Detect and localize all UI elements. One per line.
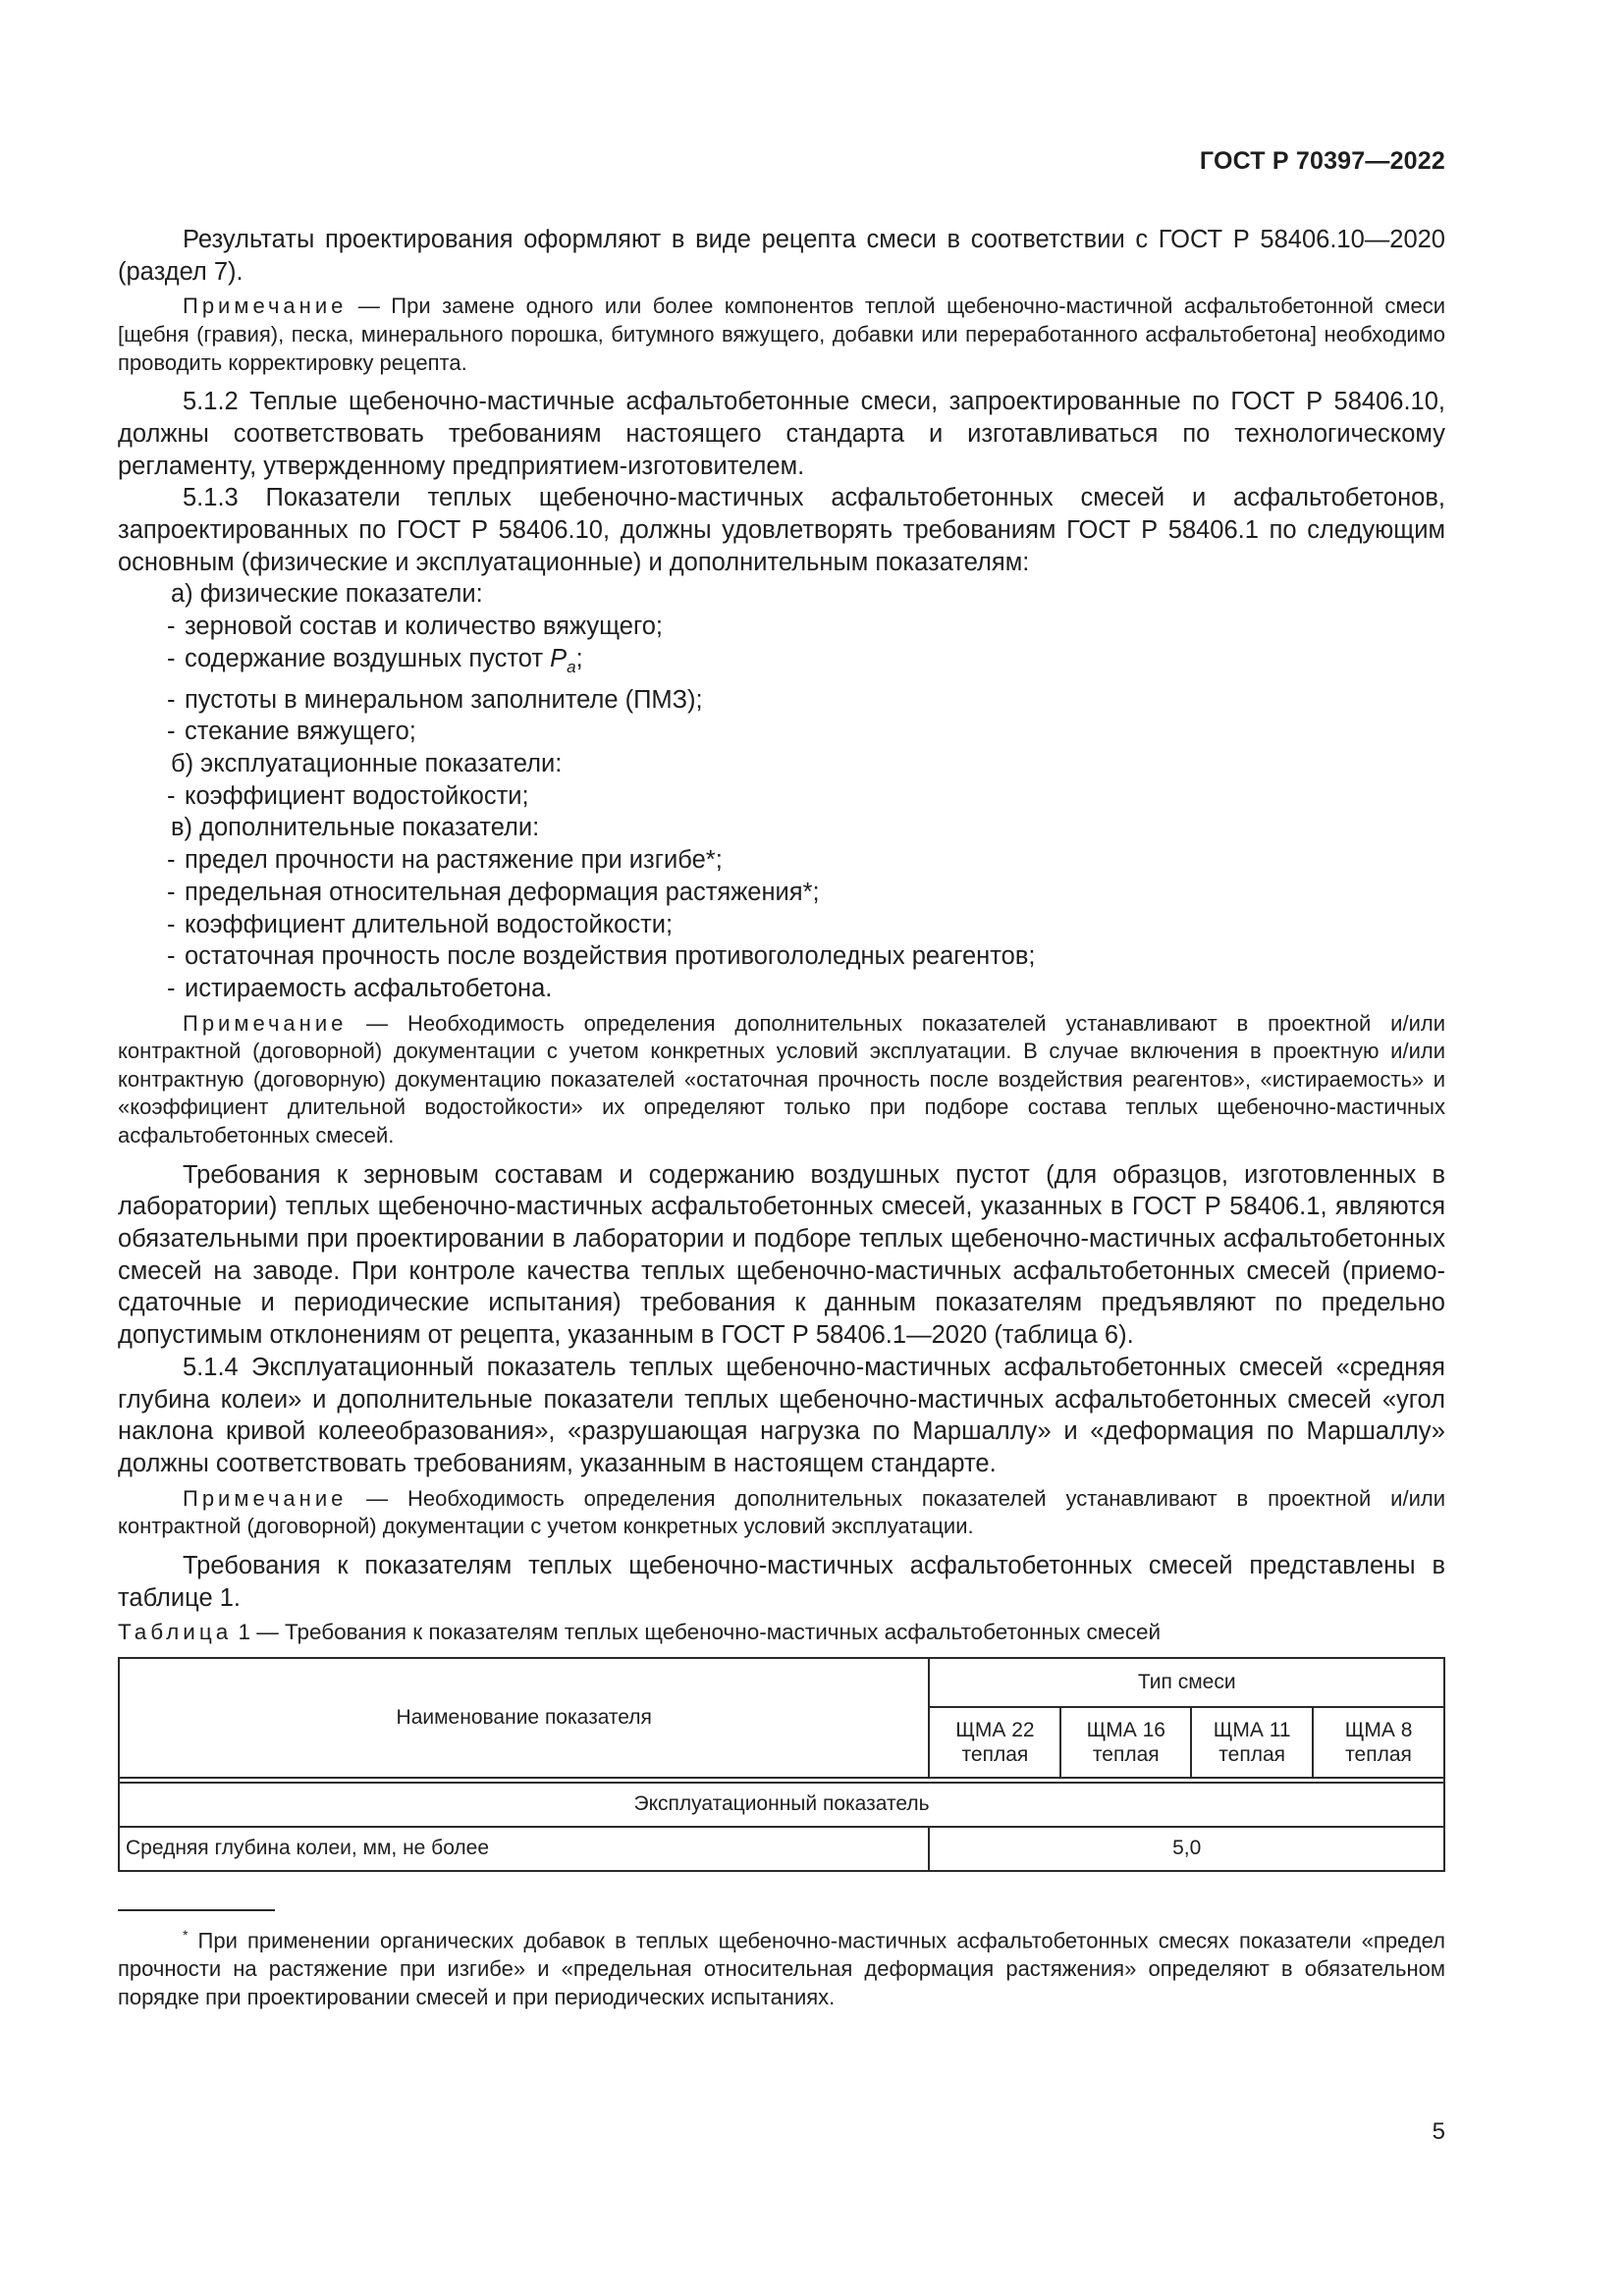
paragraph-5-1-3: 5.1.3 Показатели теплых щебеночно-мастичных асфальтобетонных смесей и асфальтобетонов, запроектированных по ГОСТ Р 58406.10, должны удовлетворять требованиям ГОСТ Р 58406.1 по следующим основным (физические и эксплуатационные) и дополнительным показателям: bbox=[118, 484, 1445, 576]
table-row bbox=[119, 1827, 1444, 1871]
note-label: Примечание bbox=[183, 1010, 348, 1036]
note-conditions bbox=[118, 1485, 1445, 1541]
list-item: а) физические показатели: bbox=[171, 580, 483, 609]
paragraph-5-1-2: 5.1.2 Теплые щебеночно-мастичные асфальтобетонные смеси, запроектированные по ГОСТ Р 58406.10, должны соответствовать требованиям настоящего стандарта и изготавливаться по технологическому регламенту, утвержденному предприятием-изготовителем. bbox=[118, 388, 1445, 480]
list-item: б) эксплуатационные показатели: bbox=[171, 750, 563, 778]
list-item: - коэффициент водостойкости; bbox=[118, 780, 1445, 813]
mix-type-header bbox=[1191, 1707, 1313, 1778]
table-caption bbox=[118, 1618, 1445, 1647]
list-item: - пустоты в минеральном заполнителе (ПМЗ); bbox=[118, 684, 1445, 717]
mix-type-sub: теплая bbox=[1345, 1743, 1412, 1767]
list-item: - коэффициент длительной водостойкости; bbox=[118, 909, 1445, 941]
mix-type-header bbox=[1060, 1707, 1191, 1778]
table-section-row bbox=[119, 1783, 1444, 1827]
list-item: - стекание вяжущего; bbox=[118, 716, 1445, 748]
list-item: - предел прочности на растяжение при изгибе*; bbox=[118, 844, 1445, 877]
mix-type-header bbox=[1313, 1707, 1444, 1778]
note-text: — Необходимость определения дополнительных показателей устанавливают в проектной и/или контрактной (договорной) документации с учетом конкретных условий эксплуатации. В случае включения в проектную и/или контрактную (договорную) документацию показателей «остаточная прочность после воздействия реагентов», «истираемость» и «коэффициент длительной водостойкости» их определяют только при подборе состава теплых щебеночно-мастичных асфальтобетонных смесей. bbox=[118, 1010, 1445, 1148]
column-header-mix-type: Тип смеси bbox=[929, 1658, 1444, 1707]
section-title: Эксплуатационный показатель bbox=[119, 1783, 1444, 1827]
note-additional-indicators bbox=[118, 1010, 1445, 1150]
footnote-text: При применении органических добавок в теплых щебеночно-мастичных асфальтобетонных смесях показатели «предел прочности на растяжение при изгибе» и «предельная относительная деформация растяжения» определяют в обязательном порядке при проектировании смесей и при периодических испытаниях. bbox=[118, 1928, 1445, 2010]
indicator-value: 5,0 bbox=[929, 1827, 1444, 1871]
table-caption-label: Таблица bbox=[118, 1620, 233, 1645]
paragraph-5-1-4: 5.1.4 Эксплуатационный показатель теплых щебеночно-мастичных асфальтобетонных смесей «средняя глубина колеи» и дополнительные показатели теплых щебеночно-мастичных асфальтобетонных смесей «угол наклона кривой колееобразования», «разрушающая нагрузка по Маршаллу» и «деформация по Маршаллу» должны соответствовать требованиям, указанным в настоящем стандарте. bbox=[118, 1353, 1445, 1477]
mix-type-sub: теплая bbox=[961, 1743, 1029, 1767]
list-item: - остаточная прочность после воздействия противогололедных реагентов; bbox=[118, 940, 1445, 973]
mix-type-header bbox=[929, 1707, 1060, 1778]
note-label: Примечание bbox=[183, 294, 348, 319]
list-item-air-voids bbox=[118, 643, 1445, 684]
mix-type-name: ЩМА 8 bbox=[1344, 1719, 1413, 1742]
air-voids-symbol: P bbox=[550, 644, 568, 672]
body-text bbox=[118, 224, 1445, 2012]
footnote bbox=[118, 1921, 1445, 2012]
requirements-table bbox=[118, 1657, 1445, 1872]
footnote-mark: * bbox=[183, 1927, 189, 1944]
list-item: - предельная относительная деформация растяжения*; bbox=[118, 877, 1445, 909]
mix-type-name: ЩМА 22 bbox=[955, 1719, 1035, 1742]
footnote-divider bbox=[118, 1909, 275, 1911]
list-item-text: содержание воздушных пустот bbox=[185, 644, 551, 672]
indicators-list bbox=[118, 578, 1445, 1004]
column-header-name: Наименование показателя bbox=[119, 1658, 929, 1778]
list-item-suffix: ; bbox=[575, 644, 583, 672]
document-id-header: ГОСТ Р 70397—2022 bbox=[1199, 147, 1445, 175]
mix-type-sub: теплая bbox=[1092, 1743, 1160, 1767]
note-recipe-correction bbox=[118, 293, 1445, 377]
indicator-name: Средняя глубина колеи, мм, не более bbox=[119, 1827, 929, 1871]
note-label: Примечание bbox=[183, 1485, 348, 1511]
paragraph-design-results: Результаты проектирования оформляют в виде рецепта смеси в соответствии с ГОСТ Р 58406.10—2020 (раздел 7). bbox=[118, 226, 1445, 286]
mix-type-name: ЩМА 11 bbox=[1213, 1719, 1291, 1742]
note-text: — Необходимость определения дополнительных показателей устанавливают в проектной и/или контрактной (договорной) документации с учетом конкретных условий эксплуатации. bbox=[118, 1485, 1445, 1539]
mix-type-sub: теплая bbox=[1218, 1743, 1286, 1767]
list-item: - истираемость асфальтобетона. bbox=[118, 973, 1445, 1005]
note-text: — При замене одного или более компонентов теплой щебеночно-мастичной асфальтобетонной смеси [щебня (гравия), песка, минерального порошка, битумного вяжущего, добавки или переработанного асфальтобетона] необходимо проводить корректировку рецепта. bbox=[118, 294, 1445, 375]
list-item: в) дополнительные показатели: bbox=[171, 814, 540, 842]
paragraph-grain-requirements: Требования к зерновым составам и содержанию воздушных пустот (для образцов, изготовленных в лаборатории) теплых щебеночно-мастичных асфальтобетонных смесей, указанных в ГОСТ Р 58406.1, являются обязательными при проектировании в лаборатории и подборе теплых щебеночно-мастичных асфальтобетонных смесей на заводе. При контроле качества теплых щебеночно-мастичных асфальтобетонных смесей (приемо-сдаточные и периодические испытания) требования к данным показателям предъявляют по предельно допустимым отклонениям от рецепта, указанным в ГОСТ Р 58406.1—2020 (таблица 6). bbox=[118, 1160, 1445, 1350]
air-voids-subscript: a bbox=[567, 657, 576, 676]
list-item: - зерновой состав и количество вяжущего; bbox=[118, 611, 1445, 643]
paragraph-table-reference: Требования к показателям теплых щебеночно-мастичных асфальтобетонных смесей представлены в таблице 1. bbox=[118, 1551, 1445, 1612]
page-number: 5 bbox=[1432, 2118, 1445, 2145]
table-caption-text: 1 — Требования к показателям теплых щебеночно-мастичных асфальтобетонных смесей bbox=[232, 1620, 1162, 1645]
mix-type-name: ЩМА 16 bbox=[1086, 1719, 1165, 1742]
